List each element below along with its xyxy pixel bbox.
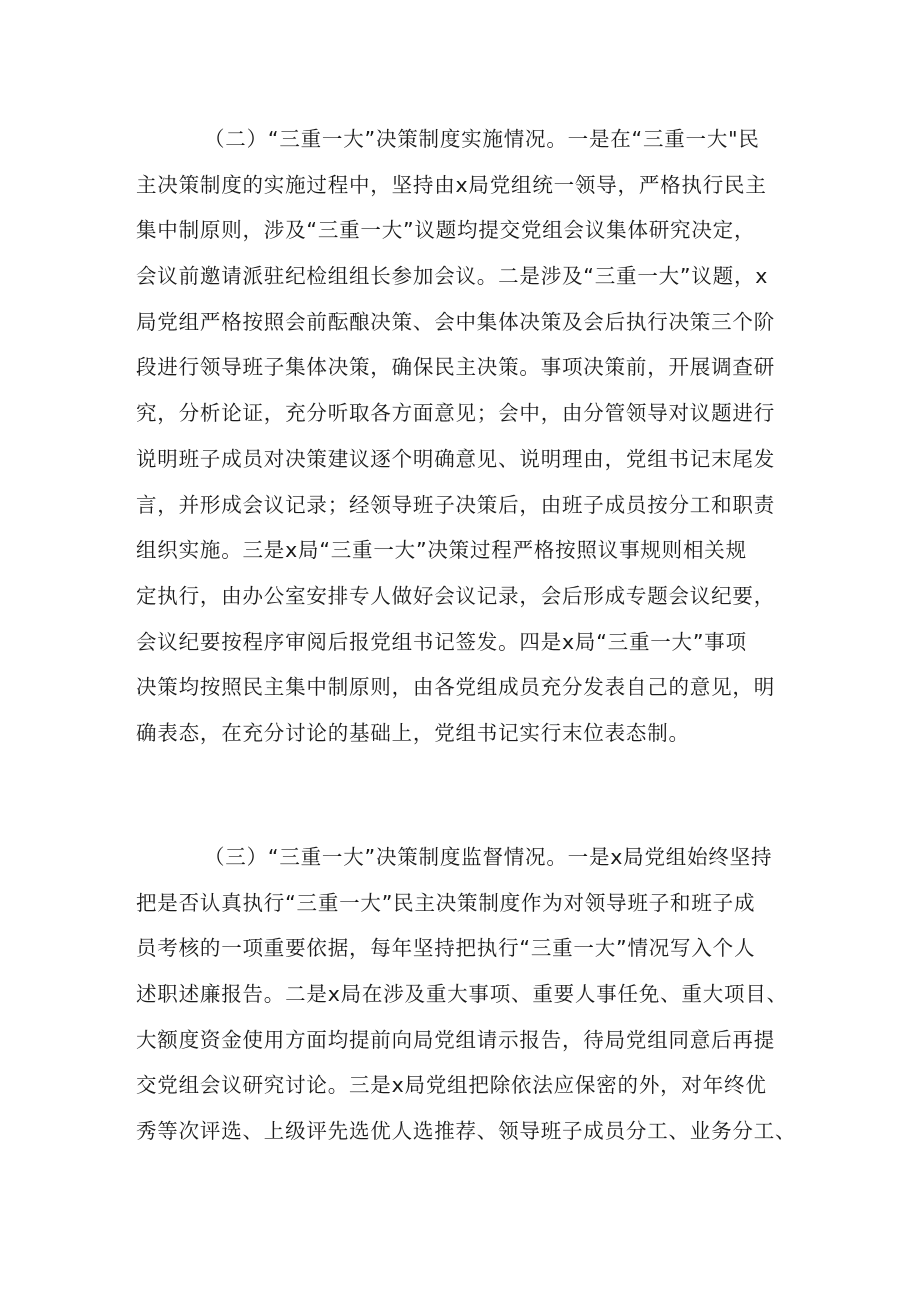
text-line: 究，分析论证，充分听取各方面意见；会中，由分管领导对议题进行 <box>136 401 775 426</box>
section-3-paragraph <box>136 835 796 1155</box>
text-line: 定执行，由办公室安排专人做好会议记录，会后形成专题会议纪要， <box>136 583 775 608</box>
text-line: 秀等次评选、上级评先选优人选推荐、领导班子成员分工、业务分工、 <box>136 1119 797 1144</box>
text-line: 组织实施。三是x局“三重一大”决策过程严格按照议事规则相关规 <box>136 538 747 563</box>
text-line: 会议前邀请派驻纪检组组长参加会议。二是涉及“三重一大”议题，x <box>136 264 769 289</box>
text-line: 员考核的一项重要依据，每年坚持把执行“三重一大”情况写入个人 <box>136 936 756 961</box>
text-line: （二）“三重一大”决策制度实施情况。一是在“三重一大"民 <box>204 127 760 151</box>
section-2-paragraph <box>136 117 796 757</box>
text-line: 确表态，在充分讨论的基础上，党组书记实行末位表态制。 <box>136 720 690 745</box>
text-line: 述职述廉报告。二是x局在涉及重大事项、重要人事任免、重大项目、 <box>136 982 788 1007</box>
text-line: （三）“三重一大”决策制度监督情况。一是x局党组始终坚持 <box>204 845 773 869</box>
text-line: 把是否认真执行“三重一大”民主决策制度作为对领导班子和班子成 <box>136 890 756 915</box>
text-line: 交党组会议研究讨论。三是x局党组把除依法应保密的外，对年终优 <box>136 1073 767 1098</box>
text-line: 集中制原则，涉及“三重一大”议题均提交党组会议集体研究决定， <box>136 218 756 243</box>
text-line: 局党组严格按照会前酝酿决策、会中集体决策及会后执行决策三个阶 <box>136 309 775 334</box>
text-line: 主决策制度的实施过程中，坚持由x局党组统一领导，严格执行民主 <box>136 172 767 197</box>
text-line: 大额度资金使用方面均提前向局党组请示报告，待局党组同意后再提 <box>136 1027 775 1052</box>
text-line: 言，并形成会议记录；经领导班子决策后，由班子成员按分工和职责 <box>136 492 775 517</box>
text-line: 说明班子成员对决策建议逐个明确意见、说明理由，党组书记末尾发 <box>136 446 775 471</box>
text-line: 会议纪要按程序审阅后报党组书记签发。四是x局“三重一大”事项 <box>136 629 747 654</box>
text-line: 决策均按照民主集中制原则，由各党组成员充分发表自己的意见，明 <box>136 675 775 700</box>
text-line: 段进行领导班子集体决策，确保民主决策。事项决策前，开展调查研 <box>136 355 775 380</box>
